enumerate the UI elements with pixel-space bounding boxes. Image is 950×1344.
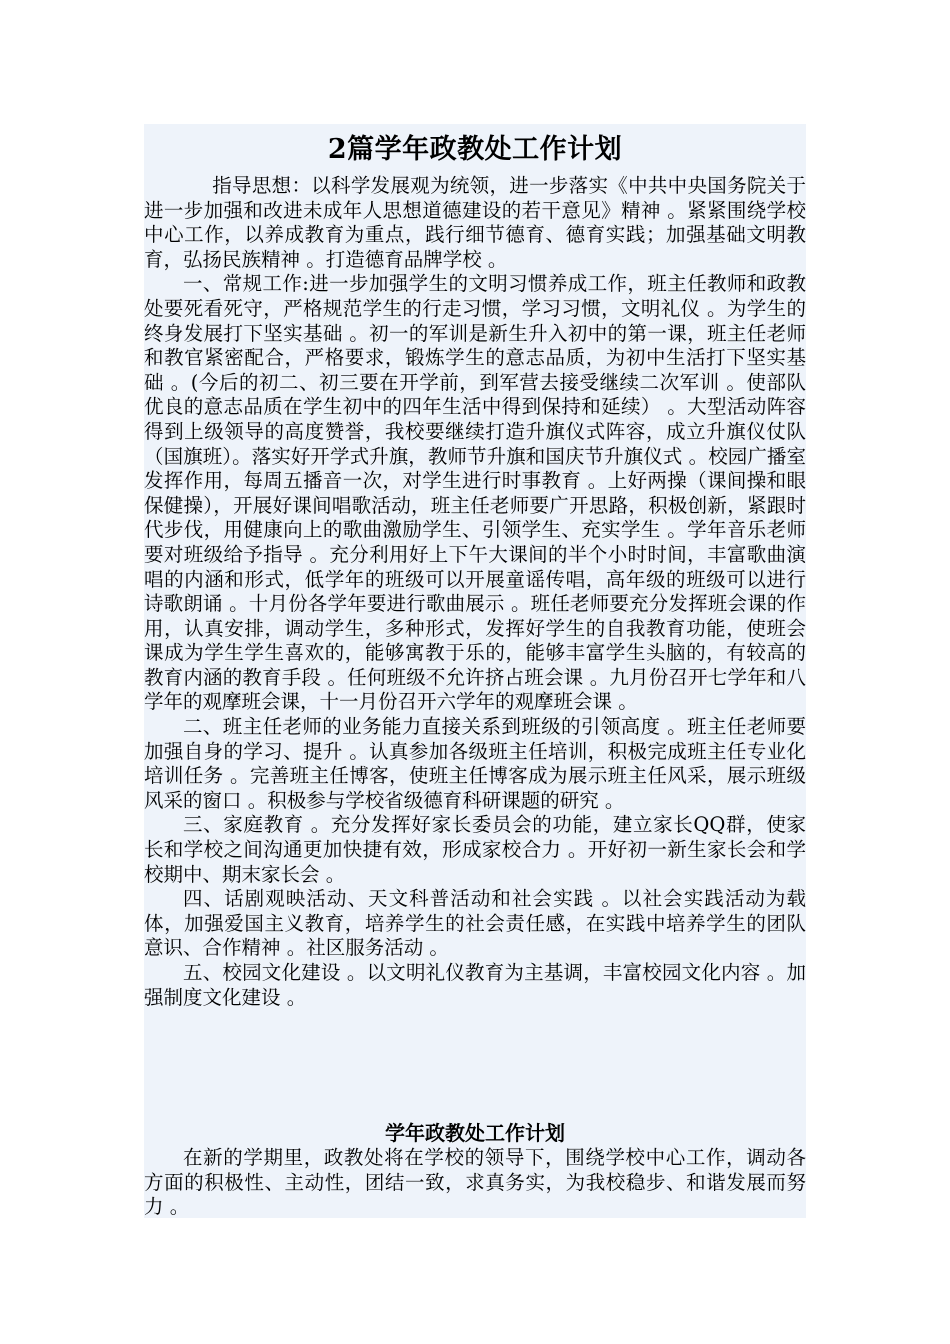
paragraph-routine-work: 一、常规工作:进一步加强学生的文明习惯养成工作，班主任教师和政教处要死看死守，严格规范学生的行走习惯，学习习惯，文明礼仪 。为学生的终身发展打下坚实基础 。初一的军训是新生升入初中的第一课，班主任老师和教官紧密配合，严格要求，锻炼学生的意志品质，为初中生活打下坚实基础 。(今后的初二、初三要在开学前，到军营去接受继续二次军训 。使部队优良的意志品质在学生初中的四年生活中得到保持和延续） 。大型活动阵容得到上级领导的高度赞誉，我校要继续打造升旗仪式阵容，成立升旗仪仗队（国旗班）。落实好开学式升旗，教师节升旗和国庆节升旗仪式 。校园广播室发挥作用，每周五播音一次，对学生进行时事教育 。上好两操（课间操和眼保健操），开展好课间唱歌活动，班主任老师要广开思路，积极创新，紧跟时代步伐，用健康向上的歌曲激励学生、引领学生、充实学生 。学年音乐老师要对班级给予指导 。充分利用好上下午大课间的半个小时时间，丰富歌曲演唱的内涵和形式，低学年的班级可以开展童谣传唱，高年级的班级可以进行诗歌朗诵 。十月份各学年要进行歌曲展示 。班任老师要充分发挥班会课的作用，认真安排，调动学生，多种形式，发挥好学生的自我教育功能，使班会课成为学生学生喜欢的，能够寓教于乐的，能够丰富学生头脑的，有较高的教育内涵的教育手段 。任何班级不允许挤占班会课 。九月份召开七学年和八学年的观摩班会课，十一月份召开六学年的观摩班会课 。 (144, 272, 806, 714)
paragraph-campus-culture: 五、校园文化建设 。以文明礼仪教育为主基调，丰富校园文化内容 。加强制度文化建设 。 (144, 961, 806, 1009)
section-2-title: 学年政教处工作计划 (385, 1121, 565, 1145)
paragraph-social-practice: 四、话剧观映活动、天文科普活动和社会实践 。以社会实践活动为载体，加强爱国主义教育，培养学生的社会责任感，在实践中培养学生的团队意识、合作精神 。社区服务活动 。 (144, 887, 806, 960)
document-section-1 (144, 124, 806, 1136)
paragraph-guiding-ideology: 指导思想：以科学发展观为统领，进一步落实《中共中央国务院关于进一步加强和改进未成年人思想道德建设的若干意见》精神 。紧紧围绕学校中心工作，以养成教育为重点，践行细节德育、德育实践；加强基础文明教育，弘扬民族精神 。打造德育品牌学校 。 (144, 174, 806, 271)
paragraph-family-education: 三、家庭教育 。充分发挥好家长委员会的功能，建立家长QQ群，使家长和学校之间沟通更加快捷有效，形成家校合力 。开好初一新生家长会和学校期中、期末家长会 。 (144, 813, 806, 886)
document-section-2 (144, 1120, 806, 1218)
section-2-paragraph: 在新的学期里，政教处将在学校的领导下，围绕学校中心工作，调动各方面的积极性、主动性，团结一致，求真务实，为我校稳步、和谐发展而努力 。 (144, 1146, 806, 1219)
document-title: 2篇学年政教处工作计划 (327, 134, 623, 165)
paragraph-head-teacher: 二、班主任老师的业务能力直接关系到班级的引领高度 。班主任老师要加强自身的学习、提升 。认真参加各级班主任培训，积极完成班主任专业化培训任务 。完善班主任博客，使班主任博客成为展示班主任风采，展示班级风采的窗口 。积极参与学校省级德育科研课题的研究 。 (144, 715, 806, 812)
